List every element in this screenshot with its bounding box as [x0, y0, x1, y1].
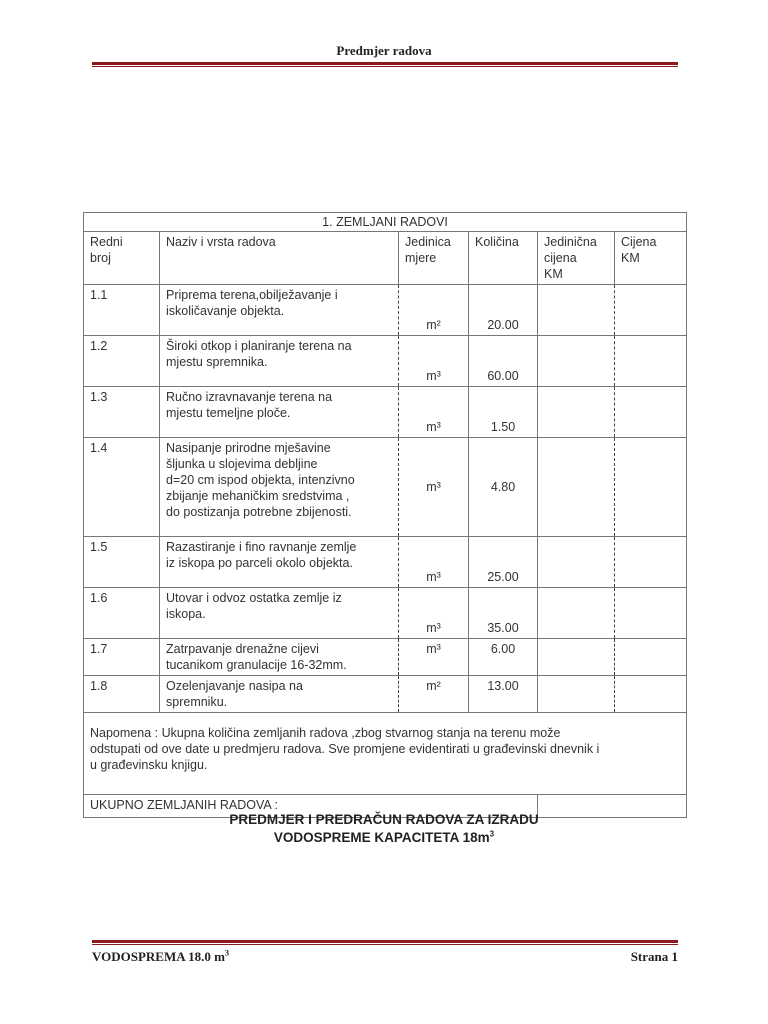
row-description: Široki otkop i planiranje terena na mjestu spremnika. [160, 336, 399, 387]
row-unit-price [538, 588, 615, 639]
table-row [84, 676, 687, 713]
row-price [615, 639, 687, 676]
row-unit-price [538, 438, 615, 537]
row-unit: m³ [399, 387, 469, 438]
row-unit: m³ [399, 639, 469, 676]
column-header-unit: Jedinica mjere [399, 232, 469, 285]
row-unit-price [538, 639, 615, 676]
table-row [84, 537, 687, 588]
column-header-no: Redni broj [84, 232, 160, 285]
row-quantity: 35.00 [469, 588, 538, 639]
row-unit-price [538, 537, 615, 588]
row-description: Razastiranje i fino ravnanje zemlje iz iskopa po parceli okolo objekta. [160, 537, 399, 588]
row-number: 1.3 [84, 387, 160, 438]
table-row [84, 336, 687, 387]
footer-rule [92, 940, 678, 945]
row-description: Ozelenjavanje nasipa na spremniku. [160, 676, 399, 713]
section-title-row [84, 213, 687, 232]
row-number: 1.8 [84, 676, 160, 713]
row-description: Utovar i odvoz ostatka zemlje iz iskopa. [160, 588, 399, 639]
page-header-title: Predmjer radova [336, 43, 432, 58]
row-description: Nasipanje prirodne mješavine šljunka u slojevima debljine d=20 cm ispod objekta, intenzivno zbijanje mehaničkim sredstvima , do postizanja potrebne zbijenosti. [160, 438, 399, 537]
row-unit-price [538, 387, 615, 438]
note-row [84, 713, 687, 795]
row-price [615, 387, 687, 438]
column-header-unit-price: Jedinična cijena KM [538, 232, 615, 285]
note-text: Napomena : Ukupna količina zemljanih radova ,zbog stvarnog stanja na terenu može odstupati od ove date u predmjeru radova. Sve promjene evidentirati u građevinski dnevnik i u građevinsku knjigu. [84, 713, 687, 795]
caption-line-2: VODOSPREME KAPACITETA $18m^3$ [273, 829, 495, 845]
row-unit: m² [399, 676, 469, 713]
footer-page-number: Strana 1 [630, 949, 678, 964]
row-quantity: 13.00 [469, 676, 538, 713]
row-number: 1.2 [84, 336, 160, 387]
row-unit: m³ [399, 588, 469, 639]
row-number: 1.5 [84, 537, 160, 588]
section-title: 1. ZEMLJANI RADOVI [84, 213, 687, 232]
row-quantity: 1.50 [469, 387, 538, 438]
row-unit-price [538, 336, 615, 387]
footer-document-name: VODOSPREMA 18.0 $m^3$ [92, 948, 229, 964]
row-quantity: 25.00 [469, 537, 538, 588]
row-price [615, 588, 687, 639]
table-row [84, 588, 687, 639]
table-row [84, 438, 687, 537]
column-header-quantity: Količina [469, 232, 538, 285]
row-quantity: 6.00 [469, 639, 538, 676]
row-price [615, 438, 687, 537]
row-unit-price [538, 676, 615, 713]
row-number: 1.1 [84, 285, 160, 336]
caption-line-1: PREDMJER I PREDRAČUN RADOVA ZA IZRADU [229, 812, 539, 827]
row-quantity: 60.00 [469, 336, 538, 387]
row-price [615, 676, 687, 713]
row-number: 1.4 [84, 438, 160, 537]
row-description: Ručno izravnavanje terena na mjestu temeljne ploče. [160, 387, 399, 438]
row-unit: m³ [399, 537, 469, 588]
column-header-price: Cijena KM [615, 232, 687, 285]
row-number: 1.7 [84, 639, 160, 676]
row-number: 1.6 [84, 588, 160, 639]
row-unit: m³ [399, 438, 469, 537]
document-caption [0, 811, 768, 847]
column-header-description: Naziv i vrsta radova [160, 232, 399, 285]
row-unit-price [538, 285, 615, 336]
header-rule [92, 62, 678, 67]
row-unit: m³ [399, 336, 469, 387]
row-description: Priprema terena,obilježavanje i iskoličavanje objekta. [160, 285, 399, 336]
table-row [84, 387, 687, 438]
header-row [84, 232, 687, 285]
row-price [615, 336, 687, 387]
row-unit: m² [399, 285, 469, 336]
table-row [84, 639, 687, 676]
row-quantity: 4.80 [469, 438, 538, 537]
row-price [615, 285, 687, 336]
works-table [83, 212, 687, 818]
row-description: Zatrpavanje drenažne cijevi tucanikom granulacije 16-32mm. [160, 639, 399, 676]
total-label: UKUPNO ZEMLJANIH RADOVA : [84, 795, 538, 818]
row-quantity: 20.00 [469, 285, 538, 336]
row-price [615, 537, 687, 588]
table-row [84, 285, 687, 336]
